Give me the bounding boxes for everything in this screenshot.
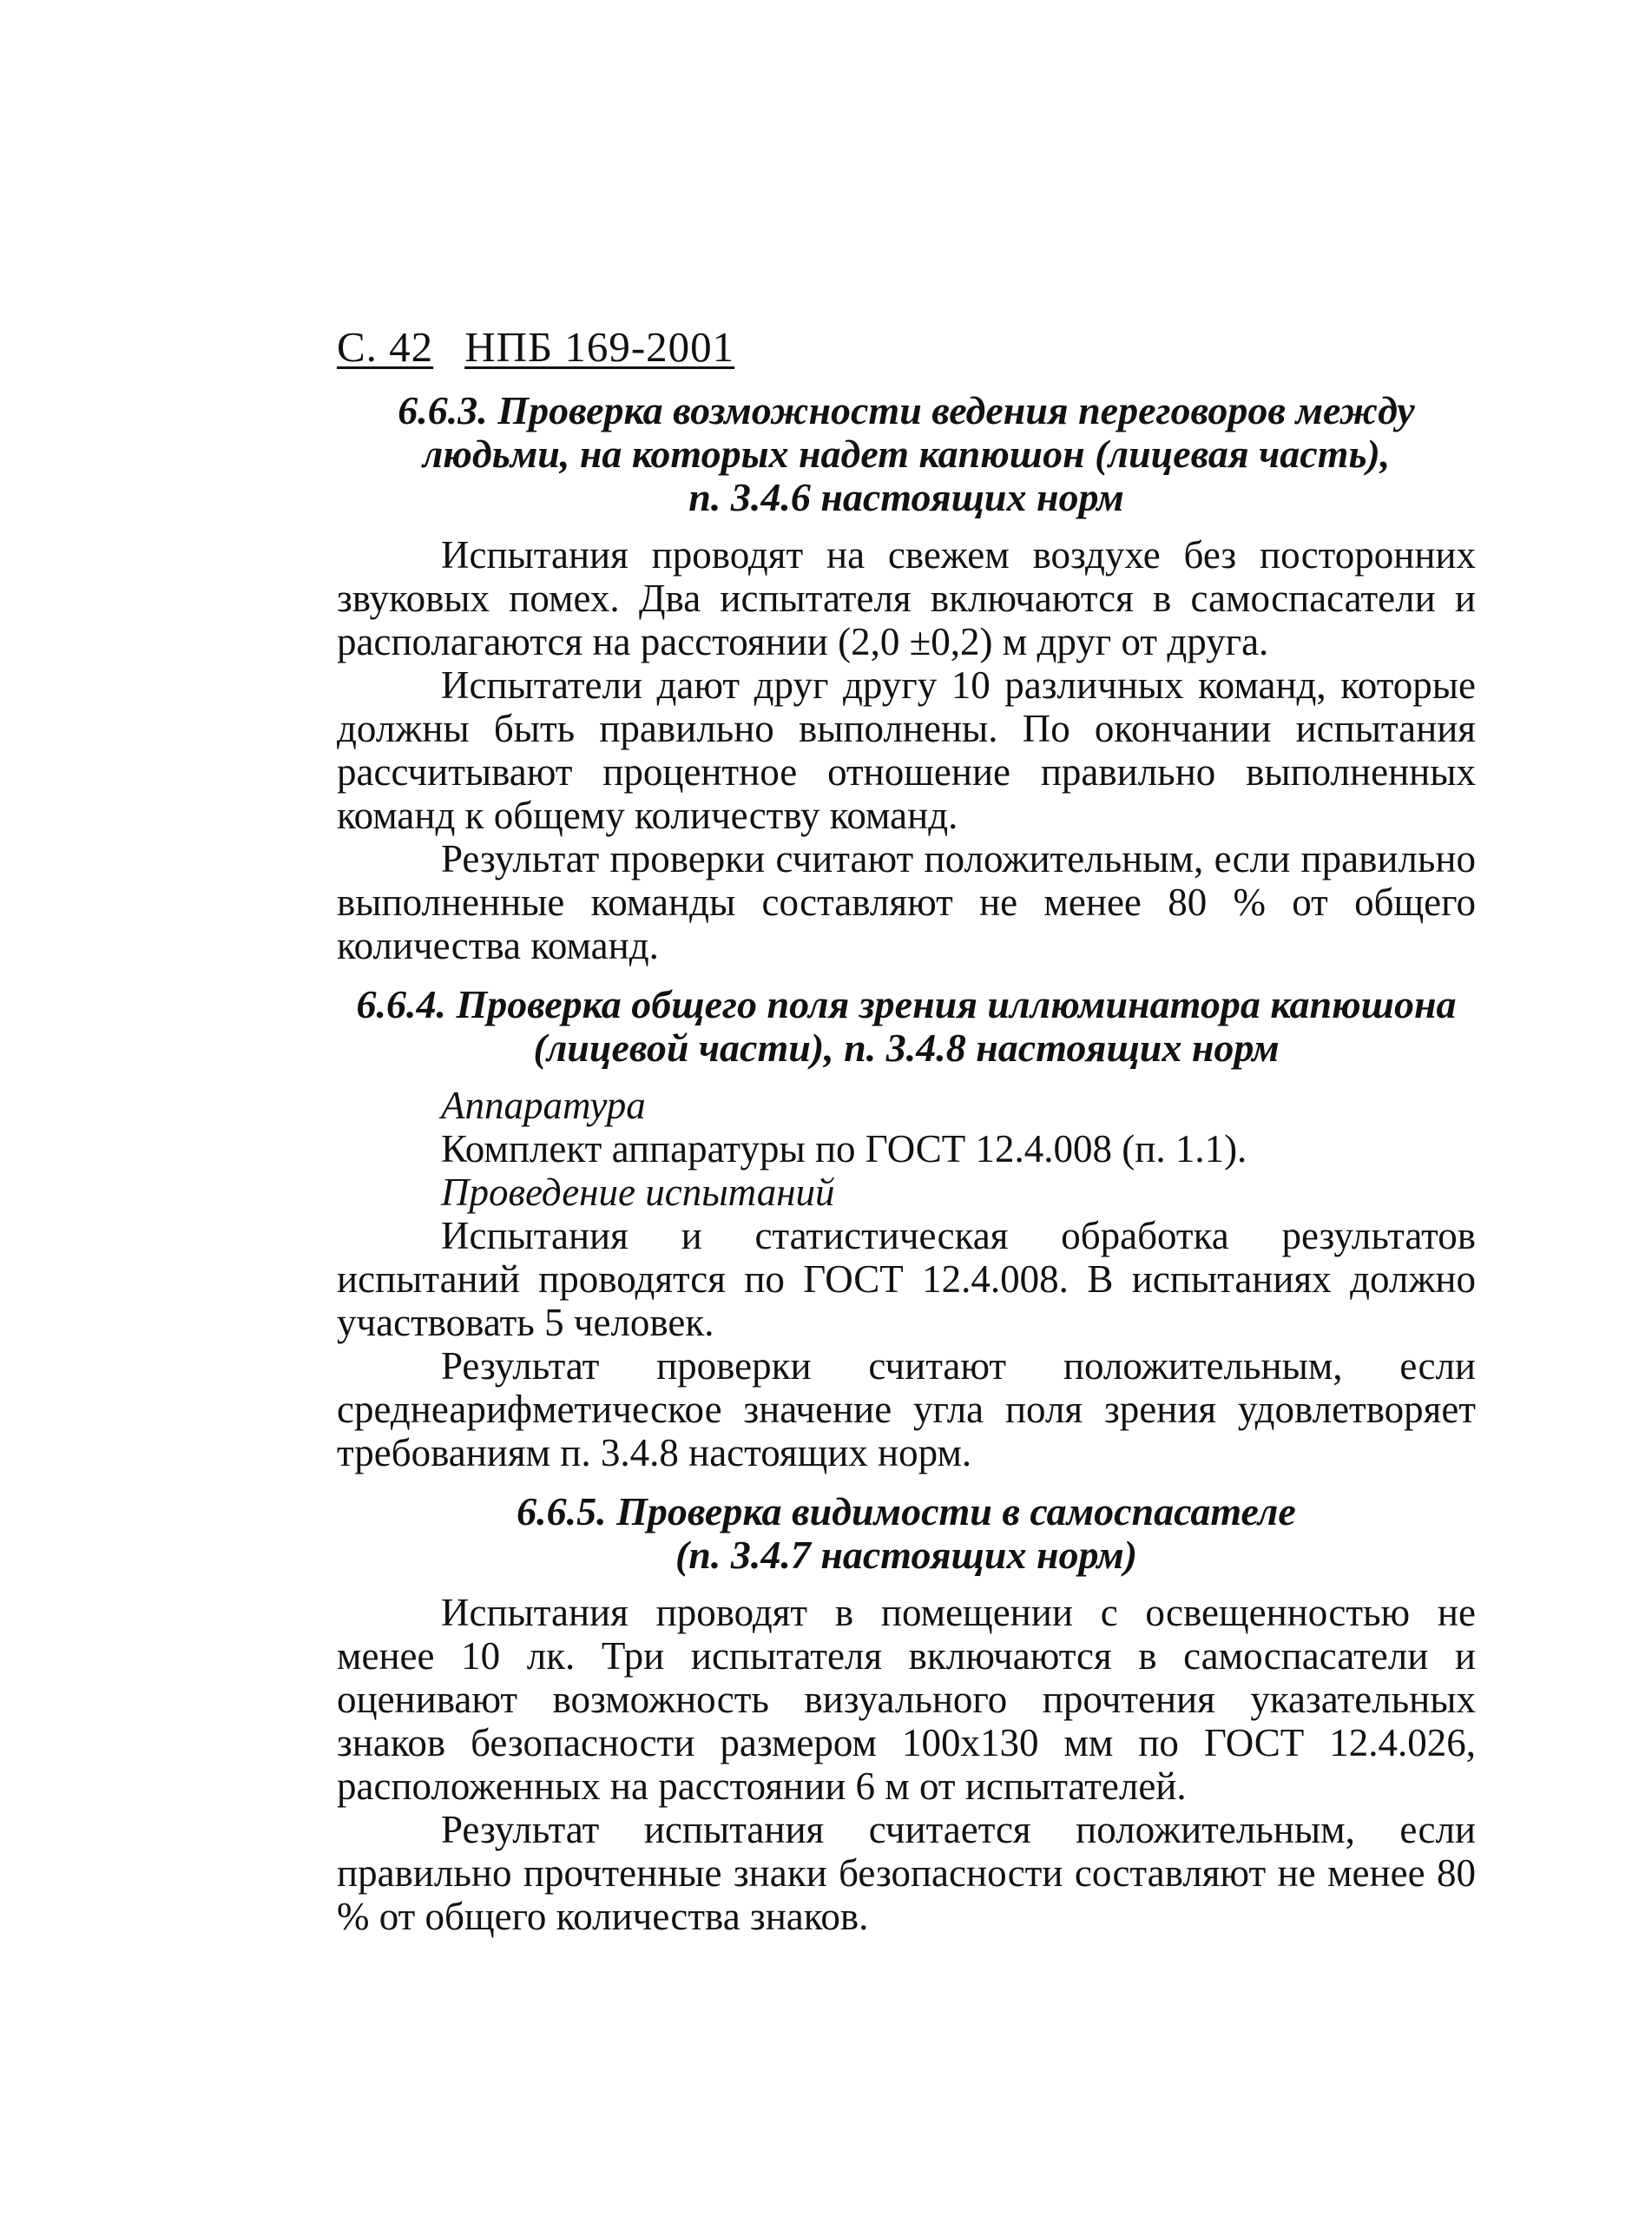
paragraph: Испытания проводят в помещении с освещенностью не менее 10 лк. Три испытателя включаются в самоспасатели и оценивают возможность визуального прочтения указательных знаков безопасности размером 100х130 мм по ГОСТ 12.4.026, расположенных на расстоянии 6 м от испытателей. bbox=[337, 1591, 1476, 1808]
paragraph: Результат проверки считают положительным, если среднеарифметическое значение угла поля зрения удовлетворяет требованиям п. 3.4.8 настоящих норм. bbox=[337, 1344, 1476, 1474]
heading-line: (лицевой части), п. 3.4.8 настоящих норм bbox=[533, 1025, 1280, 1070]
paragraph: Результат испытания считается положительным, если правильно прочтенные знаки безопасности составляют не менее 80 % от общего количества знаков. bbox=[337, 1808, 1476, 1938]
paragraph: Испытатели дают друг другу 10 различных команд, которые должны быть правильно выполнены. По окончании испытания рассчитывают процентное отношение правильно выполненных команд к общему количеству команд. bbox=[337, 663, 1476, 837]
section-heading-6-6-4 bbox=[337, 983, 1476, 1070]
page-number: С. 42 bbox=[337, 323, 434, 371]
heading-line: 6.6.3. Проверка возможности ведения переговоров между bbox=[398, 388, 1415, 432]
document-page bbox=[337, 321, 1476, 1938]
paragraph: Испытания проводят на свежем воздухе без посторонних звуковых помех. Два испытателя включаются в самоспасатели и располагаются на расстоянии (2,0 ±0,2) м друг от друга. bbox=[337, 533, 1476, 663]
running-header bbox=[337, 321, 1476, 373]
paragraph: Результат проверки считают положительным, если правильно выполненные команды составляют не менее 80 % от общего количества команд. bbox=[337, 837, 1476, 967]
document-code: НПБ 169-2001 bbox=[464, 323, 735, 371]
heading-line: (п. 3.4.7 настоящих норм) bbox=[675, 1533, 1138, 1577]
paragraph: Испытания и статистическая обработка результатов испытаний проводятся по ГОСТ 12.4.008. В испытаниях должно участвовать 5 человек. bbox=[337, 1214, 1476, 1344]
heading-line: 6.6.5. Проверка видимости в самоспасателе bbox=[517, 1489, 1296, 1533]
heading-line: п. 3.4.6 настоящих норм bbox=[688, 475, 1124, 519]
apparatus-line: Комплект аппаратуры по ГОСТ 12.4.008 (п. 1.1). bbox=[441, 1127, 1247, 1171]
heading-line: людьми, на которых надет капюшон (лицевая часть), bbox=[422, 432, 1391, 476]
section-heading-6-6-3 bbox=[337, 389, 1476, 519]
subheading-apparatus: Аппаратура bbox=[441, 1084, 646, 1127]
heading-line: 6.6.4. Проверка общего поля зрения иллюминатора капюшона bbox=[356, 982, 1457, 1026]
subheading-procedure: Проведение испытаний bbox=[441, 1171, 835, 1214]
section-heading-6-6-5 bbox=[337, 1490, 1476, 1577]
